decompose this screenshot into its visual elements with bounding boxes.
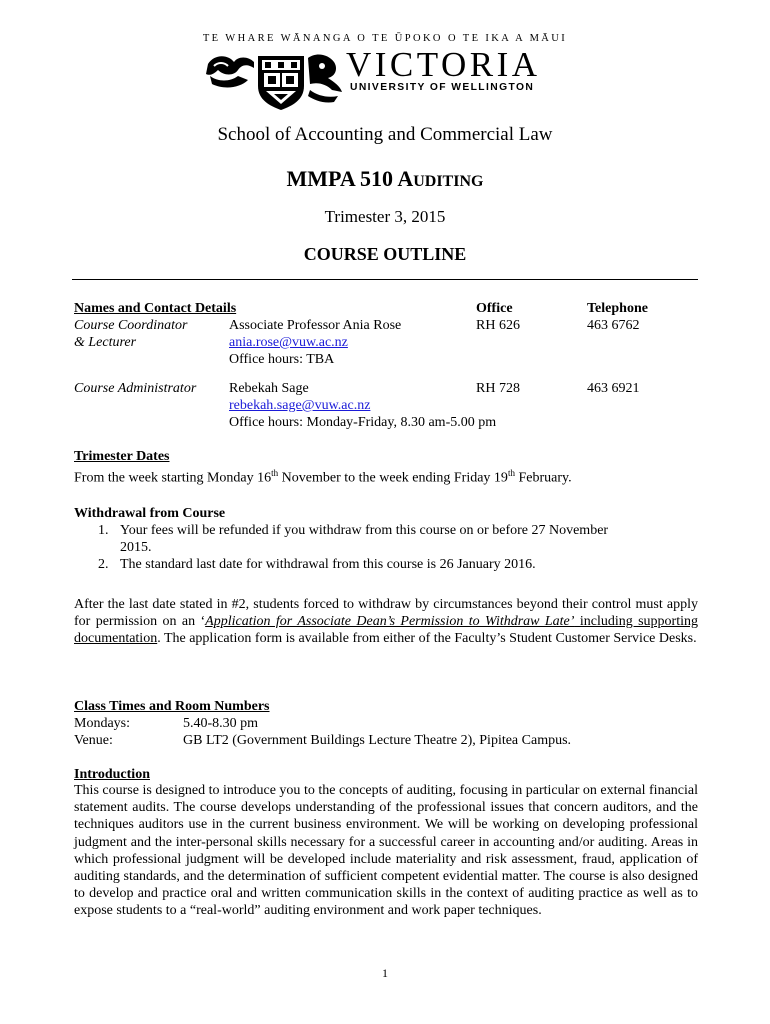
coordinator-office-hours: Office hours: TBA [229,352,335,367]
class-days-label: Mondays: [74,716,130,731]
venue-value: GB LT2 (Government Buildings Lecture Theatre 2), Pipitea Campus. [183,733,572,748]
paragraph-text: . The application form is available from either of the Faculty’s Student Customer Service Desks. [157,631,697,647]
page-number: 1 [382,966,388,980]
date-superscript: th [271,468,279,478]
university-wordmark: VICTORIA [346,45,541,84]
application-form-name: Application for Associate Dean’s Permission to Withdraw Late’ [205,614,575,630]
administrator-office: RH 728 [476,381,520,396]
venue-label: Venue: [74,733,113,748]
course-outline-heading: COURSE OUTLINE [303,244,467,264]
administrator-office-hours: Office hours: Monday-Friday, 8.30 am-5.00 pm [229,415,497,430]
coordinator-name: Associate Professor Ania Rose [229,318,402,333]
class-days-value: 5.40-8.30 pm [183,716,259,731]
dates-text-part: November to the week ending Friday 19 [278,470,508,486]
coordinator-role-line2: & Lecturer [74,335,137,350]
coordinator-phone: 463 6762 [587,318,640,333]
contacts-heading: Names and Contact Details [74,301,237,316]
coordinator-office: RH 626 [476,318,520,333]
date-superscript: th [507,468,515,478]
class-times-heading: Class Times and Room Numbers [74,699,270,714]
horizontal-rule [72,279,698,280]
university-subtitle: UNIVERSITY OF WELLINGTON [350,82,535,93]
withdrawal-item-number: 1. [98,523,109,538]
dates-text-part: From the week starting Monday 16 [74,470,272,486]
trimester-dates-text [74,465,572,487]
office-column-heading: Office [476,301,513,316]
school-name: School of Accounting and Commercial Law [217,124,553,145]
administrator-phone: 463 6921 [587,381,640,396]
coordinator-role-line1: Course Coordinator [74,318,188,333]
coordinator-email-link[interactable]: ania.rose@vuw.ac.nz [229,335,348,350]
withdrawal-heading: Withdrawal from Course [74,506,226,521]
introduction-heading: Introduction [74,767,150,782]
course-title [0,166,770,192]
supporting-documentation-text: including supporting documentation [74,614,698,647]
administrator-role: Course Administrator [74,381,197,396]
paragraph-text: After the last date stated in #2, students forced to withdraw by circumstances beyond their control must apply for permission on an ‘ [74,597,698,630]
maori-university-name: TE WHARE WĀNANGA O TE ŪPOKO O TE IKA A MĀUI [202,33,568,44]
telephone-column-heading: Telephone [587,301,648,316]
dates-text-part: February. [514,470,572,486]
administrator-name: Rebekah Sage [229,381,309,396]
administrator-email-link[interactable]: rebekah.sage@vuw.ac.nz [229,398,371,413]
withdrawal-item-text: Your fees will be refunded if you withdraw from this course on or before 27 November [120,523,609,538]
introduction-paragraph: This course is designed to introduce you to the concepts of auditing, focusing in particular on external financial statement audits. The course develops understanding of the professional issues that concern auditors, and the techniques auditors use in the current business environment. We will be working on developing professional judgment and the inter-personal skills necessary for a successful career in accounting and/or auditing. Areas in which professional judgment will be developed include materiality and risk assessment, fraud, application of auditing standards, and the determination of sufficient competent evidential matter. The course is also designed to develop and practice oral and written communication skills in the context of auditing practice as well as to expose students to a “real-world” auditing environment and work paper techniques. [74,783,698,919]
trimester: Trimester 3, 2015 [324,207,446,226]
university-crest-icon [204,46,344,112]
withdrawal-item-text: The standard last date for withdrawal from this course is 26 January 2016. [120,557,536,572]
course-code: MMPA 510 A [286,166,414,191]
withdrawal-late-paragraph [74,596,698,648]
withdrawal-item-text-cont: 2015. [120,540,152,555]
withdrawal-item-number: 2. [98,557,109,572]
course-name-smallcaps: UDITING [413,173,484,190]
trimester-dates-heading: Trimester Dates [74,449,170,464]
